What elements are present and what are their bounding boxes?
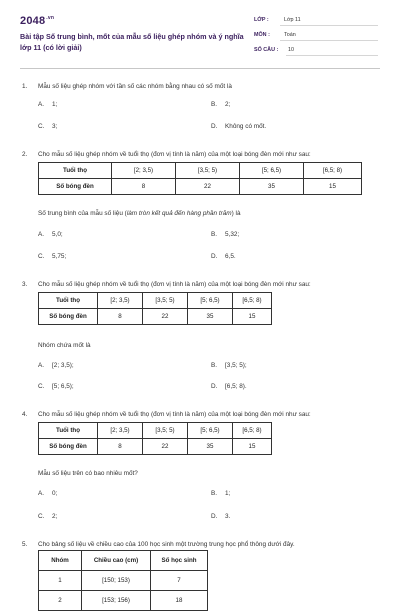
table-cell: 22 xyxy=(143,439,188,455)
table-cell: 2 xyxy=(39,591,82,611)
data-table xyxy=(38,550,208,611)
table-cell: 15 xyxy=(233,309,272,325)
answer-option[interactable]: A. 1; xyxy=(38,101,58,108)
answer-option[interactable]: A. [2; 3,5); xyxy=(38,362,74,369)
document-header xyxy=(0,0,400,68)
table-cell: [2; 3,5) xyxy=(98,293,143,309)
answer-option[interactable]: C. 3; xyxy=(38,123,58,130)
table-cell: [3,5; 5) xyxy=(176,163,240,179)
answer-option[interactable]: C. [5; 6,5); xyxy=(38,383,74,390)
table-cell: 22 xyxy=(143,309,188,325)
question-number: 2. xyxy=(22,151,28,158)
question-prompt: Nhóm chứa mốt là xyxy=(38,342,91,349)
table-cell: [6,5; 8) xyxy=(233,423,272,439)
table-cell: Số bóng đèn xyxy=(39,179,112,195)
table-cell: [3,5; 5) xyxy=(143,423,188,439)
table-cell: 22 xyxy=(176,179,240,195)
table-cell: 35 xyxy=(188,309,233,325)
answer-option[interactable]: D. 6,5. xyxy=(211,253,236,260)
table-cell: 7 xyxy=(151,571,208,591)
table-cell: Chiều cao (cm) xyxy=(82,551,151,571)
table-cell: Nhóm xyxy=(39,551,82,571)
table-cell: Tuổi thọ xyxy=(39,293,98,309)
question-text: Cho mẫu số liệu ghép nhóm về tuổi thọ (đơn vị tính là năm) của một loại bóng đèn mới như sau: xyxy=(38,411,311,418)
question-number: 5. xyxy=(22,541,28,548)
table-cell: [2; 3,5) xyxy=(98,423,143,439)
table-cell: Số bóng đèn xyxy=(39,309,98,325)
question-text: Mẫu số liệu ghép nhóm với tần số các nhóm bằng nhau có số mốt là xyxy=(38,83,232,90)
meta-subject-value: Toán xyxy=(284,32,296,38)
meta-subject-key: MÔN : xyxy=(254,32,270,38)
answer-option[interactable]: B. 1; xyxy=(211,490,231,497)
question-number: 3. xyxy=(22,281,28,288)
table-cell: Tuổi thọ xyxy=(39,423,98,439)
answer-option[interactable]: D. Không có mốt. xyxy=(211,123,267,130)
table-cell: 8 xyxy=(98,309,143,325)
table-cell: Số học sinh xyxy=(151,551,208,571)
table-cell: 35 xyxy=(188,439,233,455)
table-cell: Số bóng đèn xyxy=(39,439,98,455)
question-text: Cho bảng số liệu về chiều cao của 100 học sinh một trường trung học phổ thông dưới đây. xyxy=(38,541,295,548)
answer-option[interactable]: C. 2; xyxy=(38,513,58,520)
table-cell: [5; 6,5) xyxy=(188,423,233,439)
meta-class-key: LỚP : xyxy=(254,17,269,23)
table-cell: [5; 6,5) xyxy=(188,293,233,309)
table-cell: 1 xyxy=(39,571,82,591)
data-table xyxy=(38,422,272,455)
table-cell: [3,5; 5) xyxy=(143,293,188,309)
site-logo[interactable]: $2048^{.vn}$ xyxy=(20,15,55,27)
meta-class-value: Lớp 11 xyxy=(284,17,301,23)
document-title: Bài tập Số trung bình, mốt của mẫu số liệu ghép nhóm và ý nghĩa lớp 11 (có lời giải) xyxy=(20,32,244,52)
answer-option[interactable]: D. 3. xyxy=(211,513,231,520)
question-prompt: Mẫu số liệu trên có bao nhiêu mốt? xyxy=(38,470,138,477)
table-cell: 15 xyxy=(304,179,362,195)
table-cell: 15 xyxy=(233,439,272,455)
table-cell: 18 xyxy=(151,591,208,611)
answer-option[interactable]: B. 2; xyxy=(211,101,231,108)
table-cell: [6,5; 8) xyxy=(304,163,362,179)
answer-option[interactable]: D. [6,5; 8). xyxy=(211,383,247,390)
question-prompt: Số trung bình của mẫu số liệu (làm tròn kết quả đến hàng phần trăm) là xyxy=(38,210,241,217)
answer-option[interactable]: A. 0; xyxy=(38,490,58,497)
answer-option[interactable]: B. 5,32; xyxy=(211,231,240,238)
answer-option[interactable]: B. [3,5; 5); xyxy=(211,362,247,369)
table-cell: [153; 156) xyxy=(82,591,151,611)
table-cell: [2; 3,5) xyxy=(112,163,176,179)
meta-question-count-key: SỐ CÂU : xyxy=(254,47,279,53)
table-cell: [150; 153) xyxy=(82,571,151,591)
table-cell: 35 xyxy=(240,179,304,195)
meta-question-count-value: 10 xyxy=(288,47,294,53)
table-cell: [6,5; 8) xyxy=(233,293,272,309)
answer-option[interactable]: A. 5,0; xyxy=(38,231,63,238)
table-cell: [5; 6,5) xyxy=(240,163,304,179)
header-divider xyxy=(20,68,380,69)
table-cell: 8 xyxy=(98,439,143,455)
question-text: Cho mẫu số liệu ghép nhóm về tuổi thọ (đơn vị tính là năm) của một loại bóng đèn mới như sau: xyxy=(38,151,311,158)
table-cell: 8 xyxy=(112,179,176,195)
question-number: 1. xyxy=(22,83,28,90)
answer-option[interactable]: C. 5,75; xyxy=(38,253,67,260)
data-table xyxy=(38,162,362,195)
table-cell: Tuổi thọ xyxy=(39,163,112,179)
question-number: 4. xyxy=(22,411,28,418)
data-table xyxy=(38,292,272,325)
question-text: Cho mẫu số liệu ghép nhóm về tuổi thọ (đơn vị tính là năm) của một loại bóng đèn mới như sau: xyxy=(38,281,311,288)
